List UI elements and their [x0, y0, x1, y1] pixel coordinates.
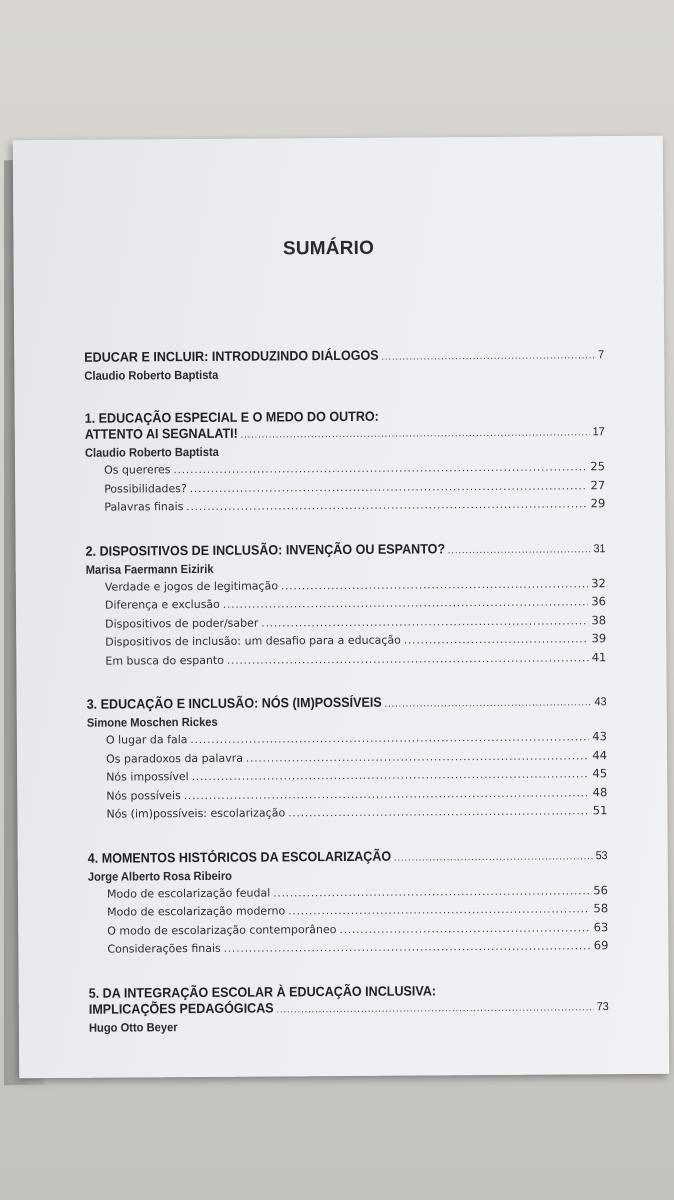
toc-section-chapter-4 — [88, 847, 609, 960]
leader-dots — [192, 766, 590, 786]
page-number: 39 — [591, 631, 607, 646]
leader-dots — [246, 748, 590, 768]
toc-subentry[interactable] — [86, 630, 606, 652]
page-number: 53 — [595, 849, 608, 862]
subentry-label: Possibilidades? — [104, 481, 187, 496]
toc-author: Marisa Faermann Eizirik — [85, 561, 214, 577]
leader-dots — [381, 348, 595, 365]
toc-heading-line2: IMPLICAÇÕES PEDAGÓGICAS — [88, 999, 274, 1017]
page-number: 58 — [593, 901, 609, 916]
page-number: 31 — [593, 542, 606, 555]
leader-dots — [448, 542, 591, 559]
toc-subentry[interactable] — [85, 458, 605, 480]
toc-subentry[interactable] — [87, 747, 607, 769]
toc-subentry[interactable] — [88, 919, 608, 941]
toc-subentry[interactable] — [85, 495, 605, 517]
leader-dots — [190, 478, 588, 498]
toc-author: Hugo Otto Beyer — [88, 1019, 178, 1035]
page-number: 73 — [596, 1000, 609, 1013]
leader-dots — [385, 695, 592, 712]
toc-author: Claudio Roberto Baptista — [84, 444, 219, 460]
toc-subentry[interactable] — [88, 937, 608, 959]
toc-heading-line1: 1. EDUCAÇÃO ESPECIAL E O MEDO DO OUTRO: — [84, 408, 379, 426]
page-number: 69 — [593, 938, 609, 953]
leader-dots — [273, 883, 590, 903]
toc-author: Claudio Roberto Baptista — [84, 367, 219, 383]
subentry-label: Verdade e jogos de legitimação — [104, 578, 279, 594]
page-number: 17 — [592, 426, 605, 439]
leader-dots — [227, 650, 589, 670]
toc-section-chapter-2 — [86, 540, 607, 671]
toc-section-chapter-1 — [85, 407, 606, 517]
page-number: 25 — [590, 459, 606, 474]
page-number: 43 — [592, 729, 607, 744]
toc-section-intro — [84, 346, 604, 385]
subentry-label: Os paradoxos da palavra — [106, 751, 243, 766]
subentry-label: Modo de escolarização feudal — [106, 886, 271, 901]
leader-dots — [186, 496, 587, 516]
toc-heading-line2: ATTENTO AI SEGNALATI! — [84, 425, 238, 442]
toc-subentry[interactable] — [87, 728, 607, 750]
subentry-label: Considerações finais — [107, 941, 221, 956]
toc-subentry[interactable] — [86, 575, 606, 597]
toc-heading: EDUCAR E INCLUIR: INTRODUZINDO DIÁLOGOS — [84, 347, 379, 365]
subentry-label: Modo de escolarização moderno — [107, 904, 286, 919]
page-number: 56 — [593, 882, 609, 897]
page-number: 27 — [590, 477, 606, 492]
page-number: 29 — [590, 496, 606, 511]
toc-subentry[interactable] — [86, 593, 606, 615]
page-title: SUMÁRIO — [282, 237, 375, 260]
subentry-label: Nós (im)possíveis: escolarização — [106, 806, 286, 821]
leader-dots — [404, 631, 589, 650]
toc-subentry[interactable] — [88, 900, 608, 922]
page-number: 44 — [592, 747, 608, 762]
toc-heading-line1: 5. DA INTEGRAÇÃO ESCOLAR À EDUCAÇÃO INCLUSIVA: — [88, 982, 437, 1001]
toc-subentry[interactable] — [87, 802, 607, 824]
subentry-label: O lugar da fala — [105, 733, 188, 747]
toc-subentry[interactable] — [86, 612, 606, 634]
page-number: 48 — [592, 784, 608, 799]
page-number: 41 — [591, 649, 607, 664]
leader-dots — [281, 576, 588, 596]
toc-heading: 3. EDUCAÇÃO E INCLUSÃO: NÓS (IM)POSSÍVEIS — [86, 694, 382, 712]
toc-subentry[interactable] — [85, 477, 605, 499]
page-number: 45 — [592, 766, 608, 781]
page-number: 36 — [591, 594, 607, 609]
subentry-label: O modo de escolarização contemporâneo — [107, 922, 337, 938]
page-number: 32 — [591, 575, 606, 590]
subentry-label: Em busca do espanto — [105, 653, 224, 668]
subentry-label: Nós impossível — [106, 770, 189, 784]
subentry-label: Nós possíveis — [106, 788, 181, 803]
page-number: 51 — [592, 803, 608, 818]
leader-dots — [190, 729, 589, 749]
leader-dots — [261, 613, 588, 633]
toc-author: Simone Moschen Rickes — [86, 714, 218, 730]
toc-heading: 4. MOMENTOS HISTÓRICOS DA ESCOLARIZAÇÃO — [87, 848, 392, 866]
leader-dots — [288, 803, 590, 823]
book-page — [13, 136, 670, 1079]
toc-subentry[interactable] — [87, 784, 607, 806]
page-number: 43 — [594, 696, 607, 709]
subentry-label: Dispositivos de inclusão: um desafio para a educação — [105, 633, 401, 649]
subentry-label: Os quereres — [103, 463, 171, 477]
subentry-label: Dispositivos de poder/saber — [105, 616, 259, 631]
leader-dots — [288, 901, 590, 921]
page-number: 63 — [593, 919, 609, 934]
toc-section-chapter-5 — [89, 982, 609, 1037]
leader-dots — [184, 785, 590, 805]
toc-subentry[interactable] — [87, 765, 607, 787]
leader-dots — [173, 459, 587, 479]
page-number: 7 — [598, 349, 605, 362]
leader-dots — [224, 938, 591, 958]
subentry-label: Palavras finais — [104, 500, 184, 514]
table-of-contents — [84, 346, 609, 1062]
leader-dots — [223, 594, 589, 614]
subentry-label: Diferença e exclusão — [104, 597, 220, 612]
toc-heading: 2. DISPOSITIVOS DE INCLUSÃO: INVENÇÃO OU ESPANTO? — [85, 540, 446, 559]
page-number: 38 — [591, 612, 607, 627]
leader-dots — [339, 920, 590, 939]
leader-dots — [394, 849, 593, 866]
toc-section-chapter-3 — [87, 693, 608, 824]
toc-subentry[interactable] — [88, 882, 608, 904]
toc-subentry[interactable] — [86, 649, 606, 671]
toc-author: Jorge Alberto Rosa Ribeiro — [87, 868, 232, 884]
